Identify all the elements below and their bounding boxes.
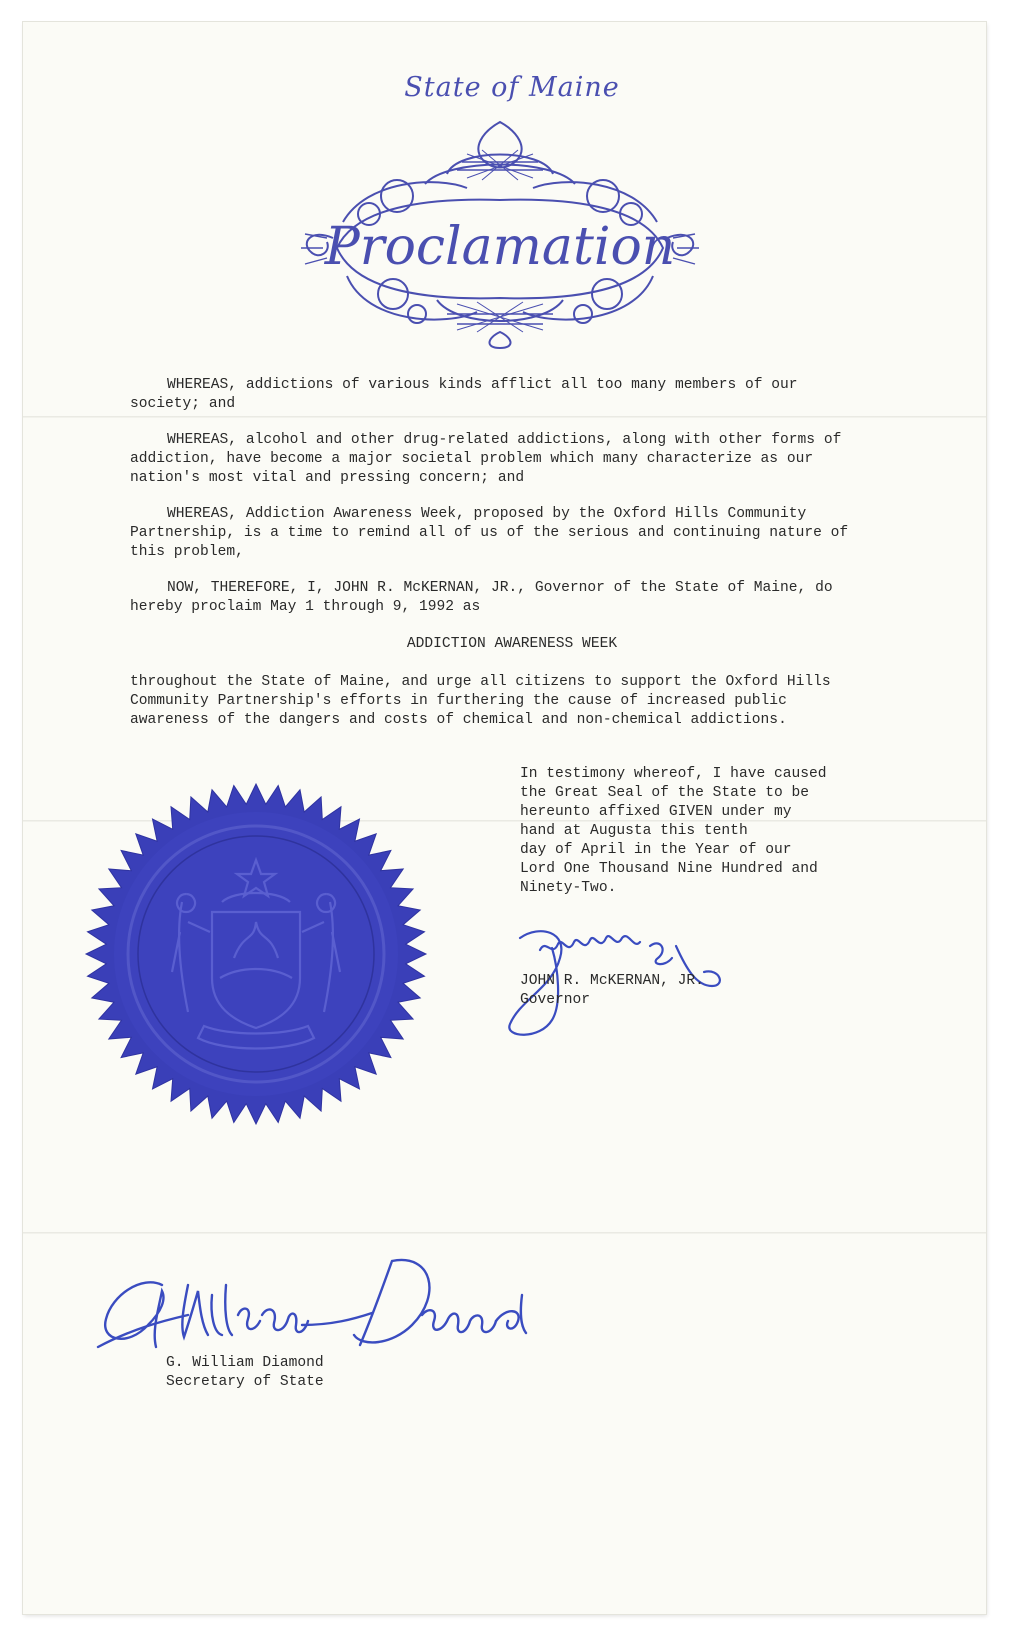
secretary-signature xyxy=(92,1255,542,1355)
secretary-title: Secretary of State xyxy=(166,1374,324,1390)
governor-signature-block xyxy=(520,972,704,1010)
proclamation-title: Proclamation xyxy=(324,217,676,277)
proclaimed-title: ADDICTION AWARENESS WEEK xyxy=(406,636,618,652)
secretary-signature-block xyxy=(166,1354,324,1392)
whereas-paragraph: WHEREAS, alcohol and other drug-related addictions, along with other forms of addiction, have become a major societal problem which many characterize as our nation's most vital and pressing concern; and xyxy=(130,432,842,486)
closing-paragraph: throughout the State of Maine, and urge all citizens to support the Oxford Hills Community Partnership's efforts in furthering the cause of increased public awareness of the dangers and costs of chemical and non-chemical addictions. xyxy=(130,674,831,728)
governor-name: JOHN R. McKERNAN, JR. xyxy=(520,973,704,989)
proclamation-body xyxy=(130,376,870,617)
whereas-paragraph: WHEREAS, Addiction Awareness Week, proposed by the Oxford Hills Community Partnership, is a time to remind all of us of the serious and continuing nature of this problem, xyxy=(130,506,849,560)
great-seal xyxy=(84,782,428,1126)
paper-fold xyxy=(23,1232,986,1234)
whereas-paragraph: WHEREAS, addictions of various kinds afflict all too many members of our society; and xyxy=(130,377,798,412)
now-therefore-paragraph: NOW, THEREFORE, I, JOHN R. McKERNAN, JR., Governor of the State of Maine, do hereby proclaim May 1 through 9, 1992 as xyxy=(130,580,833,615)
state-heading: State of Maine xyxy=(404,72,620,103)
proclamation-ornament xyxy=(297,118,703,350)
testimony-clause: In testimony whereof, I have caused the Great Seal of the State to be hereunto affixed GIVEN under my hand at Augusta this tenth day of April in the Year of our Lord One Thousand Nine Hundred and Ninety-Two. xyxy=(520,766,827,896)
secretary-name: G. William Diamond xyxy=(166,1355,324,1371)
governor-title: Governor xyxy=(520,992,591,1008)
